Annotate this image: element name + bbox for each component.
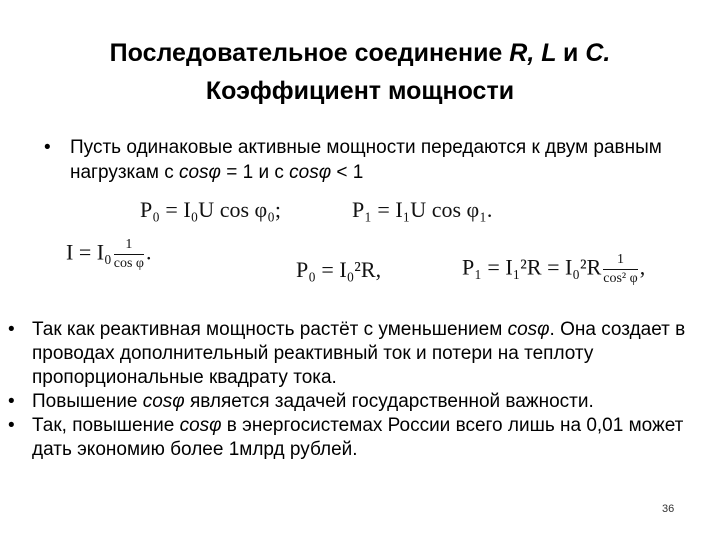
title-vars: R, L (509, 39, 563, 67)
title-line-2: Коэффициент мощности (205, 77, 515, 105)
list-item: • Так как реактивная мощность растёт с уменьшением cosφ. Она создает в проводах дополнительный реактивный ток и потери на теплоту пропорциональные квадрату тока. (8, 319, 686, 388)
title-line-1 (0, 34, 720, 72)
bullet-intro-text: Пусть одинаковые активные мощности передаются к двум равным нагрузкам с cosφ = 1 и с cosφ < 1 (70, 137, 662, 183)
formula-p1-active: P₁ = I₁U cos φ₁. (352, 197, 493, 222)
formula-p0-loss: P₀ = I₀²R, (296, 257, 382, 282)
bullet-dot: • (44, 137, 51, 158)
title-text: Последовательное соединение (109, 39, 510, 67)
bullet-dot: • (8, 415, 15, 436)
bullet-dot: • (8, 391, 15, 412)
list-item: • Повышение cosφ является задачей государственной важности. (8, 391, 594, 412)
bullet-intro (44, 135, 694, 185)
formula-p1-loss: P₁ = I₁²R = I₀²R $\frac{1}{\text{cos² φ}}$ , (462, 252, 646, 286)
title-and: и (563, 39, 586, 67)
list-item: • Так, повышение cosφ в энергосистемах России всего лишь на 0,01 может дать экономию более 1млрд рублей. (8, 415, 684, 460)
formula-p0-active: P₀ = I₀U cos φ₀; (140, 197, 282, 222)
formula-current: I = I₀ $\frac{1}{\text{cos φ}}$ . (66, 237, 152, 271)
title-var-c: C. (585, 39, 611, 67)
fraction-cos-squared: $\frac{1}{\text{cos² φ}}$ (603, 252, 638, 286)
bullet-dot: • (8, 319, 15, 340)
slide-title (0, 34, 720, 110)
slide-number: 36 (662, 503, 675, 515)
bullet-list (8, 318, 708, 462)
fraction-cos: $\frac{1}{\text{cos φ}}$ (113, 237, 144, 271)
